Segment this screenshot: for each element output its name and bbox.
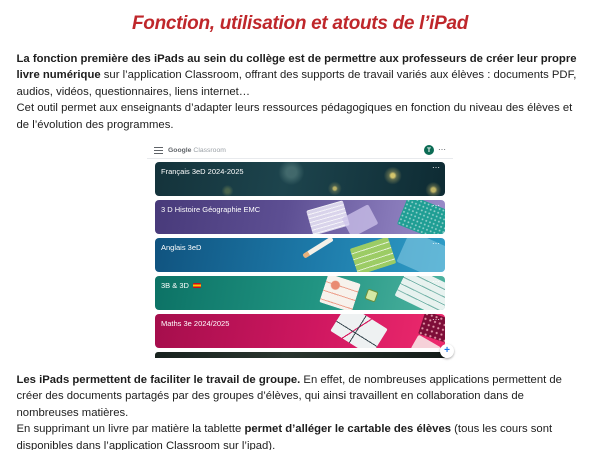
card-more-icon: ⋯ (432, 201, 440, 211)
course-card-maths (155, 314, 445, 348)
card-illustration (319, 276, 361, 310)
appbar-more-icon: ⋯ (438, 145, 446, 155)
partial-course-card (155, 352, 445, 358)
card-illustration (350, 238, 397, 272)
course-card-title: Maths 3e 2024/2025 (161, 319, 230, 329)
card-more-icon: ⋯ (432, 277, 440, 287)
card-more-icon: ⋯ (432, 239, 440, 249)
cartable-bold-text: permet d’alléger le cartable des élèves (244, 423, 452, 436)
course-card-title: 3B & 3D (161, 281, 201, 290)
course-card-title: Anglais 3eD (161, 243, 202, 253)
classroom-appbar (147, 142, 453, 159)
course-card-title: Français 3eD 2024-2025 (161, 167, 244, 177)
paragraph-group-work (17, 372, 584, 450)
course-card-title: 3 D Histoire Géographie EMC (161, 205, 261, 215)
spain-flag-icon (193, 283, 201, 288)
google-logo-text: Google (168, 146, 192, 154)
course-card-francais (155, 162, 445, 196)
groupwork-text: En effet, de nombreuses applications permettent de créer des documents partagés par des groupes d’élèves, qui ainsi travaillent en collaboration dans de nombreuses matières. (16, 374, 562, 419)
classroom-logo (168, 147, 226, 154)
intro-text: sur l’application Classroom, offrant des supports de travail variés aux élèves : documents PDF, audios, vidéos, questionnaires, liens internet… (16, 69, 577, 98)
card-illustration (302, 238, 333, 259)
classroom-screenshot (147, 142, 453, 358)
course-card-espagnol (155, 276, 445, 310)
course-card-anglais (155, 238, 445, 272)
card-illustration (330, 314, 388, 348)
page-title: Fonction, utilisation et atouts de l’iPad (131, 13, 469, 34)
card-more-icon: ⋯ (432, 315, 440, 325)
card-illustration (342, 204, 379, 234)
hamburger-menu-icon (154, 147, 163, 154)
add-class-button: + (440, 344, 454, 358)
course-card-histoire (155, 200, 445, 234)
card-more-icon: ⋯ (432, 163, 440, 173)
classroom-card-list (147, 159, 453, 348)
card-illustration (364, 288, 378, 302)
intro-line2-text: Cet outil permet aux enseignants d’adapter leurs ressources pédagogiques en fonction du niveau des élèves et de l’évolution des programmes. (16, 102, 573, 131)
classroom-logo-text: Classroom (193, 146, 226, 154)
cartable-text-pre: En supprimant un livre par matière la tablette (16, 423, 245, 436)
groupwork-bold-text: Les iPads permettent de faciliter le travail de groupe. (16, 374, 301, 387)
cartable-text-post: (tous les cours sont disponibles dans l’application Classroom sur l’ipad). (16, 423, 553, 450)
intro-bold-text: La fonction première des iPads au sein du collège est de permettre aux professeurs de créer leur propre livre numérique (16, 53, 577, 82)
avatar: T (424, 145, 434, 155)
paragraph-intro (17, 51, 584, 133)
